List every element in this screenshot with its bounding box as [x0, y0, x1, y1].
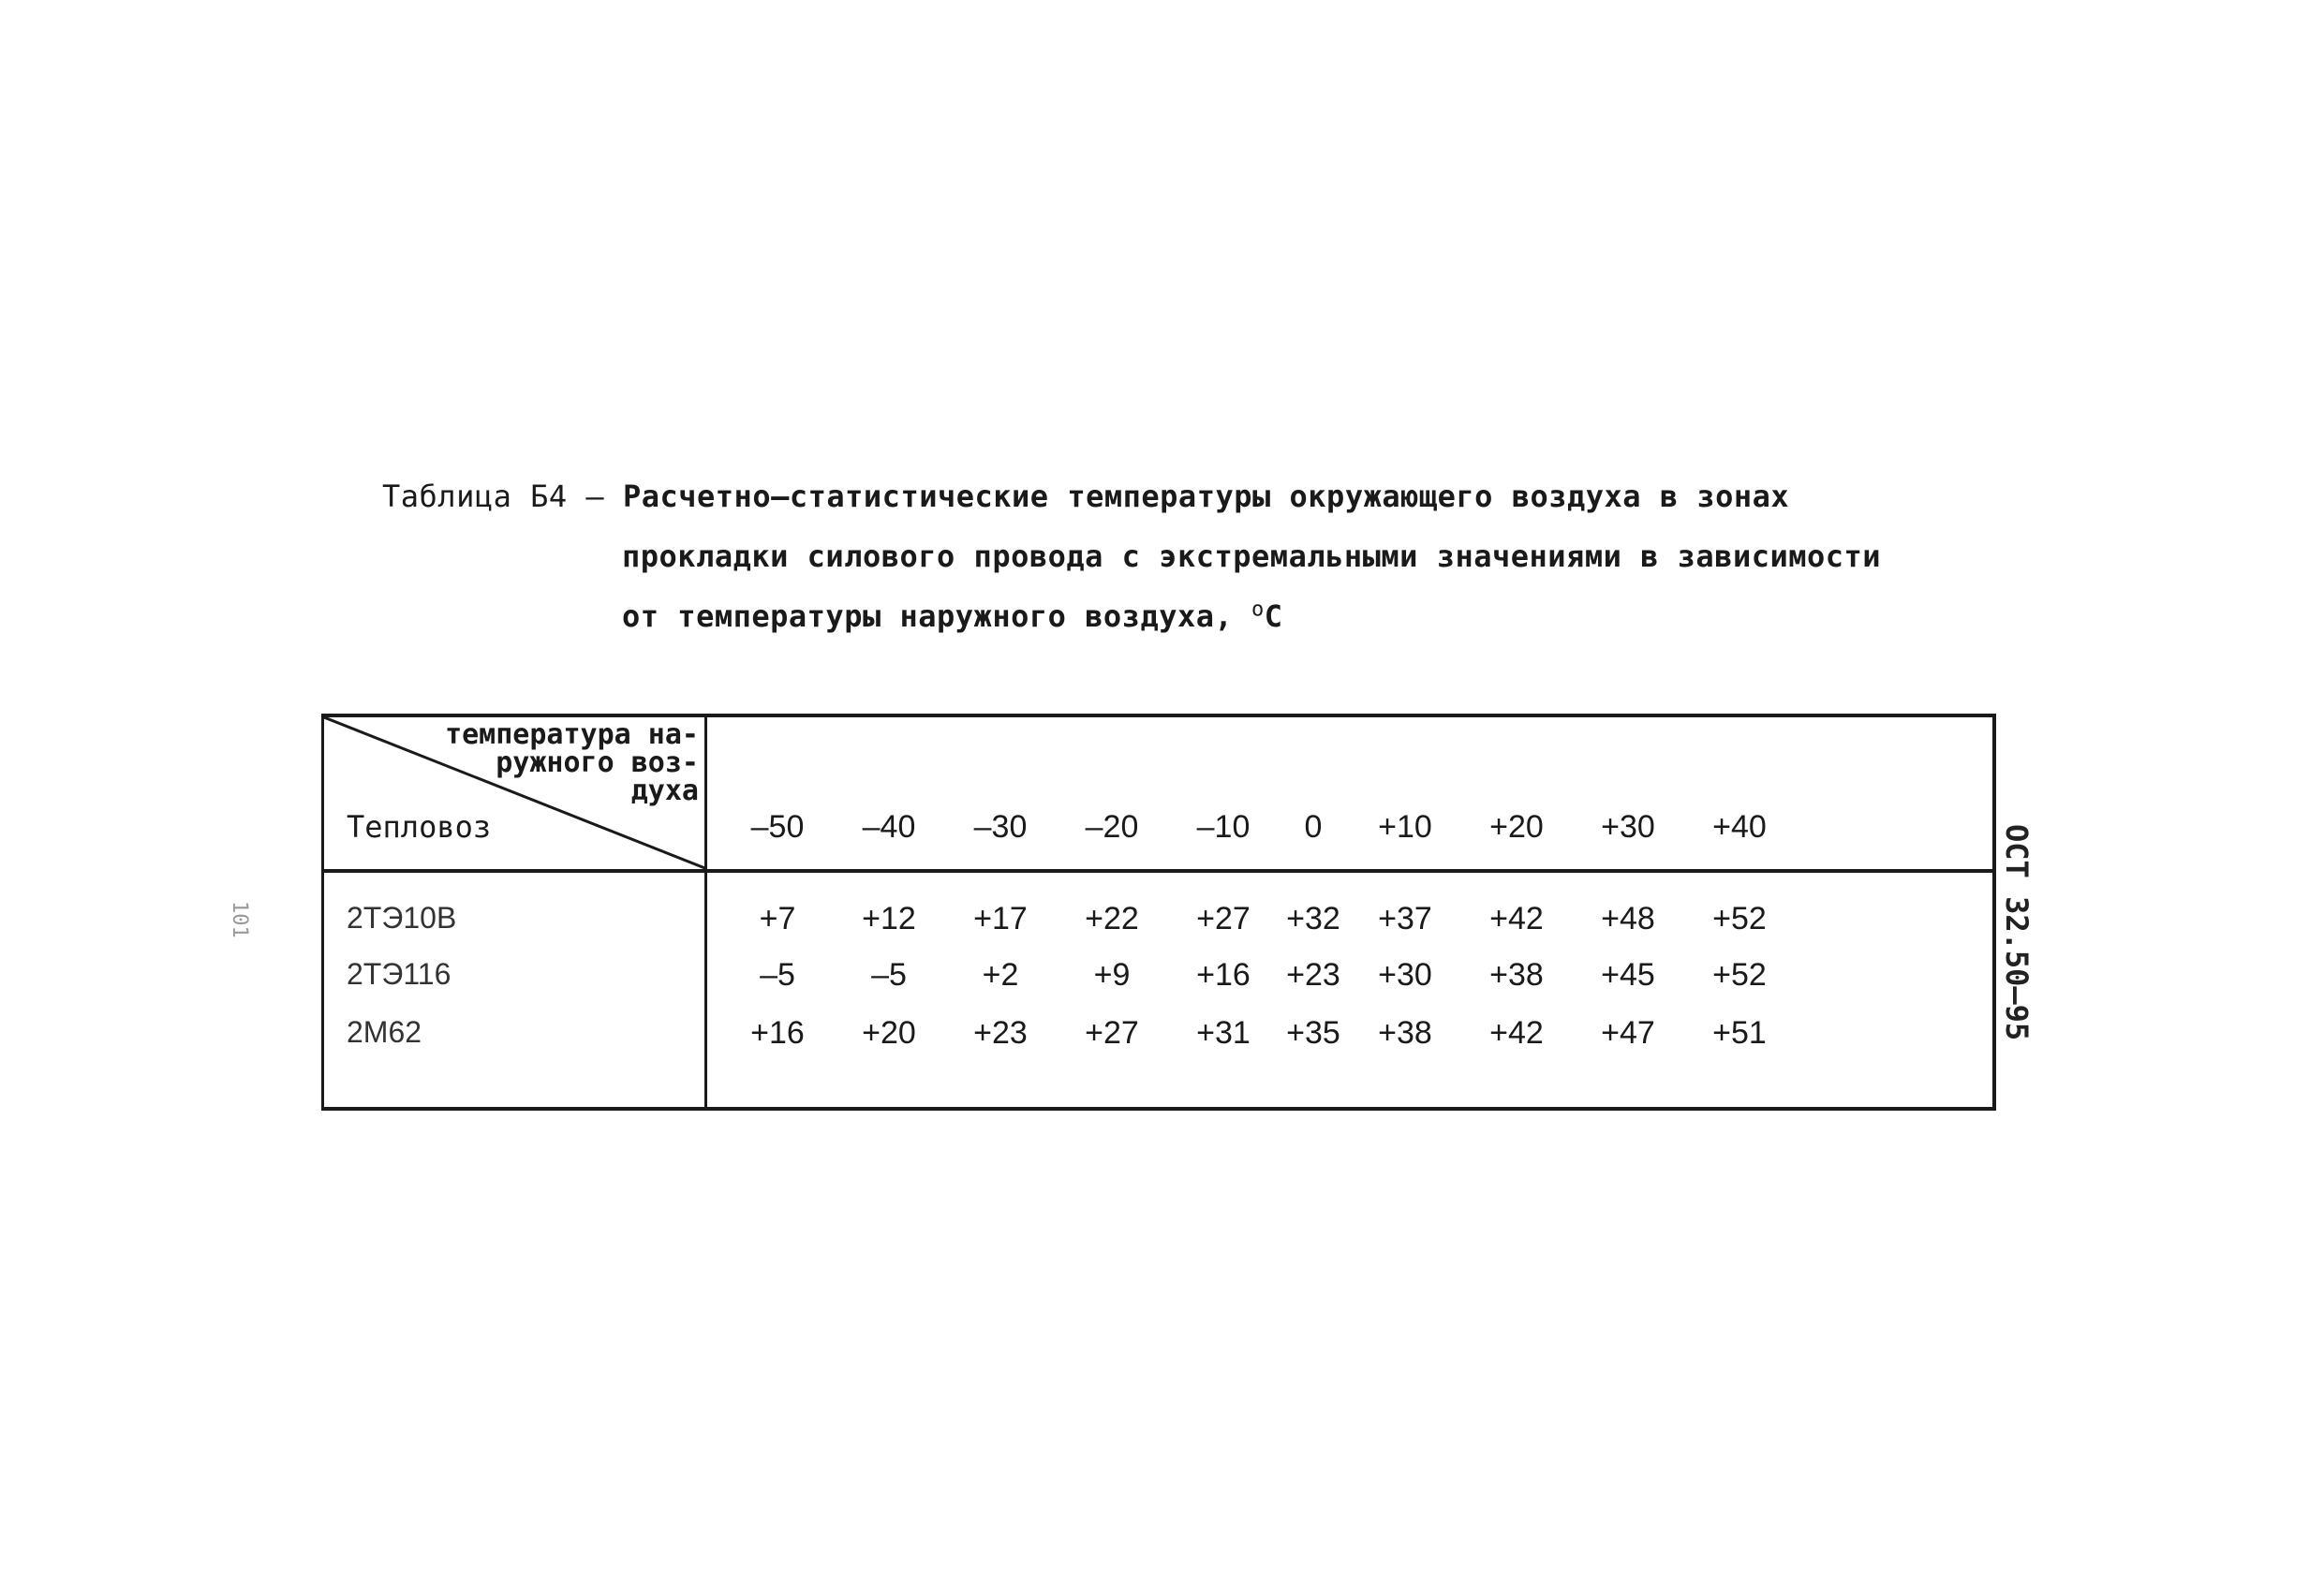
table-cell: +27: [1196, 901, 1251, 936]
column-divider: [704, 717, 707, 1107]
table-cell: +42: [1489, 1015, 1544, 1051]
column-header: –10: [1196, 809, 1251, 845]
column-header: +30: [1601, 809, 1655, 845]
locomotive-name: 2ТЭ10В: [347, 901, 457, 935]
table-cell: +51: [1712, 1015, 1767, 1051]
table-cell: +30: [1378, 957, 1432, 993]
caption-text-3: от температуры наружного воздуха,: [622, 598, 1234, 634]
table-cell: –5: [760, 957, 795, 993]
column-header: –50: [750, 809, 805, 845]
table-cell: +35: [1286, 1015, 1340, 1051]
table-cell: +32: [1286, 901, 1340, 936]
caption-text-1: Расчетно–статистические температуры окружающего воздуха в зонах: [622, 479, 1790, 514]
locomotive-name: 2М62: [347, 1015, 422, 1049]
table-cell: +47: [1601, 1015, 1655, 1051]
table-cell: +23: [973, 1015, 1028, 1051]
table-cell: +45: [1601, 957, 1655, 993]
table-cell: –5: [871, 957, 907, 993]
table-cell: +23: [1286, 957, 1340, 993]
caption-line-2: прокладки силового провода с экстремальными значениями в зависимости: [622, 538, 1882, 574]
table-caption: [382, 466, 1928, 646]
table-cell: +16: [1196, 957, 1251, 993]
table-cell: +9: [1093, 957, 1131, 993]
column-header: –40: [862, 809, 916, 845]
table-cell: +20: [862, 1015, 916, 1051]
table-cell: +52: [1712, 957, 1767, 993]
table-cell: +27: [1085, 1015, 1139, 1051]
column-header: 0: [1304, 809, 1323, 845]
column-header: –20: [1085, 809, 1139, 845]
column-header: +20: [1489, 809, 1544, 845]
table-cell: +16: [750, 1015, 805, 1051]
degree-sign: о: [1251, 597, 1265, 622]
corner-top-line-3: духа: [630, 774, 699, 807]
table-cell: +38: [1489, 957, 1544, 993]
table-cell: +42: [1489, 901, 1544, 936]
locomotive-name: 2ТЭ116: [347, 957, 451, 991]
table-cell: +37: [1378, 901, 1432, 936]
caption-line-1: [382, 466, 1928, 526]
table-cell: +7: [759, 901, 796, 936]
table-cell: +48: [1601, 901, 1655, 936]
corner-top-line-2: ружного воз-: [496, 746, 699, 779]
page-number: 101: [228, 901, 251, 938]
table-header-row: [324, 717, 1992, 873]
caption-unit: С: [1264, 598, 1283, 634]
corner-top-line-1: температура на-: [445, 718, 699, 751]
caption-line-3: [382, 586, 1928, 646]
document-code: ОСТ 32.50–95: [1999, 824, 2035, 1041]
table-cell: +22: [1085, 901, 1139, 936]
table-cell: +2: [982, 957, 1019, 993]
corner-header-temperature: [399, 718, 699, 807]
temperature-table: [321, 714, 1996, 1111]
table-cell: +31: [1196, 1015, 1251, 1051]
column-header: +10: [1378, 809, 1432, 845]
table-cell: +17: [973, 901, 1028, 936]
caption-prefix: Таблица Б4 –: [382, 479, 605, 514]
corner-header-locomotive: Тепловоз: [347, 809, 492, 845]
column-header: +40: [1712, 809, 1767, 845]
column-header: –30: [973, 809, 1028, 845]
table-cell: +12: [862, 901, 916, 936]
table-cell: +38: [1378, 1015, 1432, 1051]
table-cell: +52: [1712, 901, 1767, 936]
